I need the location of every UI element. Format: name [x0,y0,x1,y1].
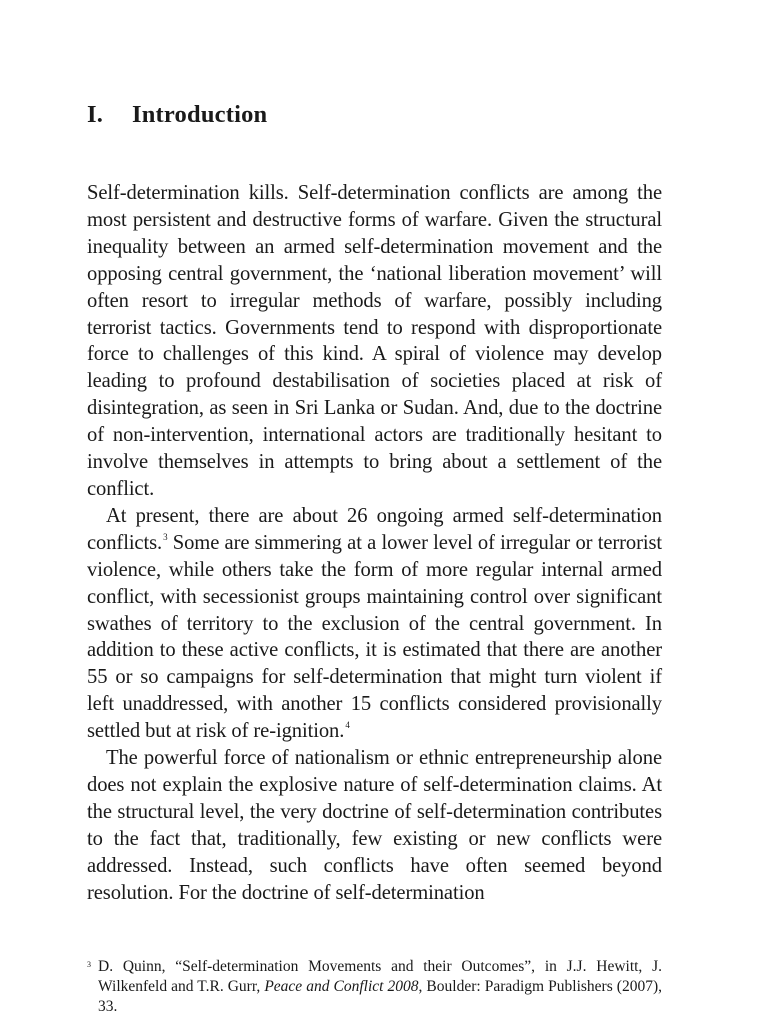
paragraph-2 [87,503,662,745]
section-heading [87,99,267,131]
footnote-ref-4[interactable]: 4 [345,720,350,731]
footnote-3-text-b: , Boulder: Paradigm Publishers (2007), 33. [98,978,662,1015]
footnotes [87,957,662,1017]
section-title: Introduction [132,101,268,128]
document-page [87,0,662,1024]
footnote-3-text-a: D. Quinn, “Self-determination Movements and their Outcomes”, in J.J. Hewitt, J. Wilkenfeld and T.R. Gurr, [98,958,662,995]
paragraph-1: Self-determination kills. Self-determination conflicts are among the most persistent and destructive forms of warfare. Given the structural inequality between an armed self-determination movement and the opposing central government, the ‘national liberation movement’ will often resort to irregular methods of warfare, possibly including terrorist tactics. Governments tend to respond with disproportionate force to challenges of this kind. A spiral of violence may develop leading to profound destabilisation of societies placed at risk of disintegration, as seen in Sri Lanka or Sudan. And, due to the doctrine of non-intervention, international actors are traditionally hesitant to involve themselves in attempts to bring about a settlement of the conflict. [87,182,662,500]
footnote-3 [87,957,662,1017]
paragraph-2-text-b: Some are simmering at a lower level of irregular or terrorist violence, while others take the form of more regular internal armed conflict, with secessionist groups maintaining control over significant swathes of territory to the exclusion of the central government. In addition to these active conflicts, it is estimated that there are another 55 or so campaigns for self-determination that might turn violent if left unaddressed, with another 15 conflicts considered provisionally settled but at risk of re-ignition. [87,531,662,743]
footnote-3-book-title: Peace and Conflict 2008 [264,978,419,995]
body-text [87,180,662,906]
section-number: I. [87,101,104,128]
footnote-ref-3[interactable]: 3 [163,531,168,542]
paragraph-3: The powerful force of nationalism or ethnic entrepreneurship alone does not explain the explosive nature of self-determination claims. At the structural level, the very doctrine of self-determination contributes to the fact that, traditionally, few existing or new conflicts were addressed. Instead, such conflicts have often seemed beyond resolution. For the doctrine of self-determination [87,747,662,904]
footnote-3-mark: 3 [87,960,91,969]
paragraph-2-text-a: At present, there are about 26 ongoing armed self-determination conflicts. [87,504,662,554]
